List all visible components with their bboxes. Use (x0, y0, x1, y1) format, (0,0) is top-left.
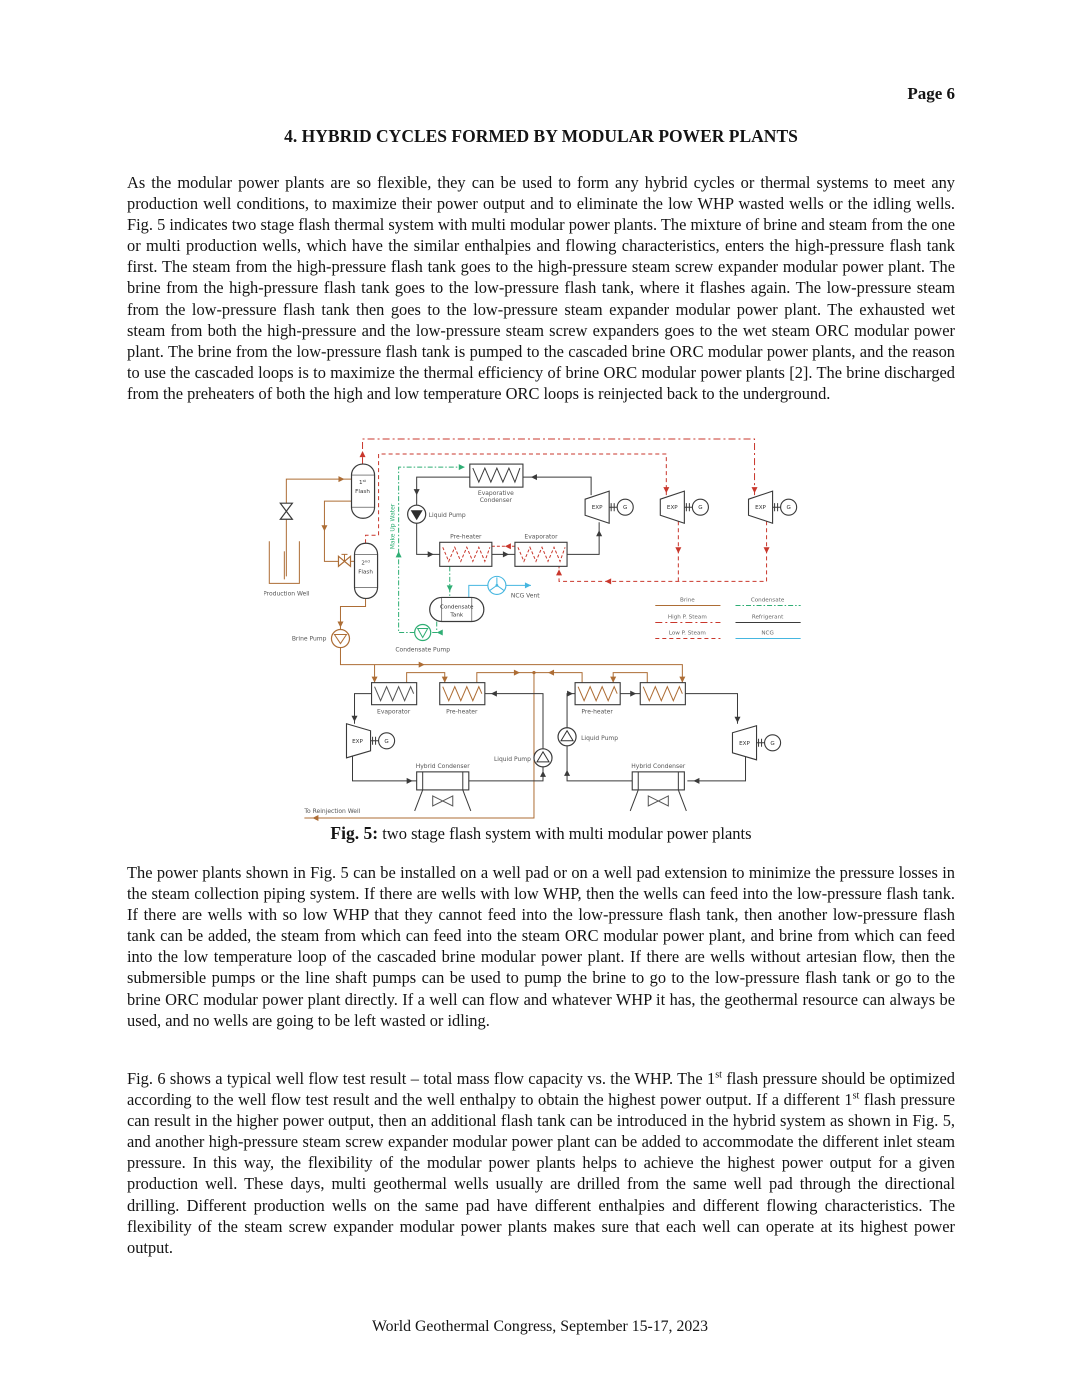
section-heading: 4. HYBRID CYCLES FORMED BY MODULAR POWER PLANTS (284, 126, 798, 146)
brine-orc-loop-low-temp (558, 683, 781, 811)
svg-text:G: G (698, 505, 703, 512)
process-flow-diagram (264, 431, 826, 822)
exp3-exhaust (559, 521, 767, 581)
svg-text:Evaporative: Evaporative (477, 490, 514, 498)
production-well-label: Production Well (264, 590, 310, 598)
brine-pump (292, 630, 350, 648)
legend (655, 597, 800, 638)
svg-text:Tank: Tank (450, 612, 464, 619)
svg-text:Evaporator: Evaporator (524, 533, 558, 541)
svg-text:EXP: EXP (666, 505, 678, 512)
svg-text:Hybrid Condenser: Hybrid Condenser (631, 762, 686, 770)
svg-text:Hybrid Condenser: Hybrid Condenser (415, 762, 470, 770)
svg-text:Liquid Pump: Liquid Pump (581, 734, 619, 742)
flash1-label: 1st (359, 478, 367, 487)
svg-text:G: G (623, 505, 628, 512)
flash-tank-1 (352, 464, 375, 518)
steam-expander-1 (585, 491, 633, 523)
figure-5-diagram (264, 431, 826, 822)
svg-text:Condenser: Condenser (479, 497, 512, 505)
steam-expander-3 (749, 491, 797, 523)
svg-text:Liquid Pump: Liquid Pump (428, 512, 466, 520)
svg-text:Liquid Pump: Liquid Pump (493, 755, 531, 763)
flash1-brine-outlet (324, 501, 351, 561)
legend-high-p-steam: High P. Steam (667, 614, 707, 621)
figure-caption-text: two stage flash system with multi modular power plants (378, 824, 752, 843)
figure-caption (127, 823, 955, 844)
svg-text:Condensate: Condensate (440, 604, 474, 611)
legend-refrigerant: Refrigerant (751, 614, 784, 621)
legend-brine: Brine (679, 597, 695, 604)
svg-text:Pre-heater: Pre-heater (581, 708, 613, 716)
svg-text:EXP: EXP (352, 738, 363, 745)
pre-heater-top (440, 533, 492, 566)
legend-ncg: NCG (761, 630, 774, 637)
flash2-inlet-valve-icon (338, 554, 350, 566)
svg-text:G: G (384, 738, 389, 745)
make-up-water-label: Make Up Water (389, 503, 397, 550)
svg-text:EXP: EXP (591, 505, 603, 512)
to-reinjection-well-label: To Reinjection Well (304, 807, 361, 815)
brine-pump-label: Brine Pump (291, 635, 327, 643)
svg-text:G: G (786, 505, 791, 512)
legend-low-p-steam: Low P. Steam (668, 630, 706, 637)
figure-caption-label: Fig. 5: (330, 823, 379, 843)
body-paragraph-2: The power plants shown in Fig. 5 can be installed on a well pad or on a well pad extension to minimize the pressure losses in the steam collection piping system. If there are wells with low WHP, then the wells can feed into the low-pressure flash tank. If there are wells with so low WHP that they cannot feed into the low-pressure flash tank, then another low-pressure flash tank can be added, the steam from which can feed into the steam ORC modular power plant, and brine from which can feed into the low temperature loop of the cascaded brine modular power plant. If there are wells without artesian flow, then the submersible pumps or the line shaft pumps can be used to pump the brine to go to the low-pressure flash tank or go to the brine ORC modular power plant directly. If a well can flow and whatever WHP it has, the geothermal resource can always be used, and no wells are going to be left wasted or idling. (127, 863, 955, 1030)
flash2-label: 2nd (361, 558, 370, 567)
brine-orc-loop-high-temp (346, 683, 552, 811)
ncg-line (469, 585, 488, 597)
svg-text:Flash: Flash (358, 569, 373, 576)
evaporator-top (515, 533, 567, 566)
flash2-brine-outlet (340, 598, 365, 629)
svg-text:Evaporator: Evaporator (377, 708, 411, 716)
brine-piping (269, 476, 685, 821)
liquid-pump-top (408, 505, 466, 523)
page-number: Page 6 (907, 84, 955, 103)
flash-tank-2 (355, 543, 378, 598)
svg-text:EXP: EXP (739, 740, 750, 747)
ncg-system (469, 576, 540, 599)
svg-text:G: G (770, 740, 775, 747)
legend-condensate: Condensate (750, 597, 785, 604)
condensate-pump (395, 624, 450, 653)
svg-text:EXP: EXP (755, 505, 766, 512)
brine-main-header (340, 648, 682, 683)
body-paragraph-1: As the modular power plants are so flexible, they can be used to form any hybrid cycles or thermal systems to meet any production well conditions, to maximize their power output and to eliminate the low WHP wasted wells or the idling wells. Fig. 5 indicates two stage flash thermal system with multi modular power plants. The mixture of brine and steam from the one or multi production wells, which have the similar enthalpies and flowing characteristics, enters the high-pressure flash tank first. The steam from the high-pressure flash tank goes to the high-pressure steam screw expander modular power plant. The brine from the high-pressure flash tank goes to the low-pressure flash tank, where it flashes again. The low-pressure steam from the low-pressure flash tank then goes to the low-pressure steam expander modular power plant. The exhausted wet steam from both the high-pressure and the low-pressure steam screw expanders goes to the wet steam ORC modular power plant. The brine from the low-pressure flash tank is pumped to the cascaded brine ORC modular power plants, and the reason to use the cascaded loops is to maximize the thermal efficiency of brine ORC modular power plants [2]. The brine discharged from the preheaters of both the high and low temperature ORC loops is reinjected back to the underground. (127, 173, 955, 403)
evaporative-condenser (470, 464, 523, 504)
svg-text:Pre-heater: Pre-heater (450, 533, 482, 541)
svg-text:Flash: Flash (355, 489, 370, 496)
footer-conference-line: World Geothermal Congress, September 15-17, 2023 (371, 1318, 709, 1335)
steam-expander-2 (660, 491, 708, 523)
reinjection-line (304, 673, 534, 818)
body-paragraph-3: Fig. 6 shows a typical well flow test result – total mass flow capacity vs. the WHP. The 1st flash pressure should be optimized according to the well flow test result and the well enthalpy to obtain the highest power output. If a different 1st flash pressure can result in the higher power output, then an additional flash tank can be introduced in the hybrid system as shown in Fig. 5, and another high-pressure steam screw expander modular power plant can be added to accommodate the different inlet steam pressure. In this way, the flexibility of the modular power plants helps to achieve the highest power output for a given production well. These days, multi geothermal wells usually are drilled from the same well pad through the directional drilling. Different production wells on the same pad have different enthalpies and different flowing characteristics. The flexibility of the steam screw expander modular power plants makes sure that each well can operate at its highest power output. (127, 1069, 956, 1257)
svg-text:Pre-heater: Pre-heater (446, 708, 478, 716)
svg-text:Condensate Pump: Condensate Pump (395, 646, 451, 654)
condensate-tank (430, 597, 484, 621)
ncg-vent-label: NCG Vent (510, 592, 540, 600)
wellhead-valve-icon (280, 503, 292, 519)
